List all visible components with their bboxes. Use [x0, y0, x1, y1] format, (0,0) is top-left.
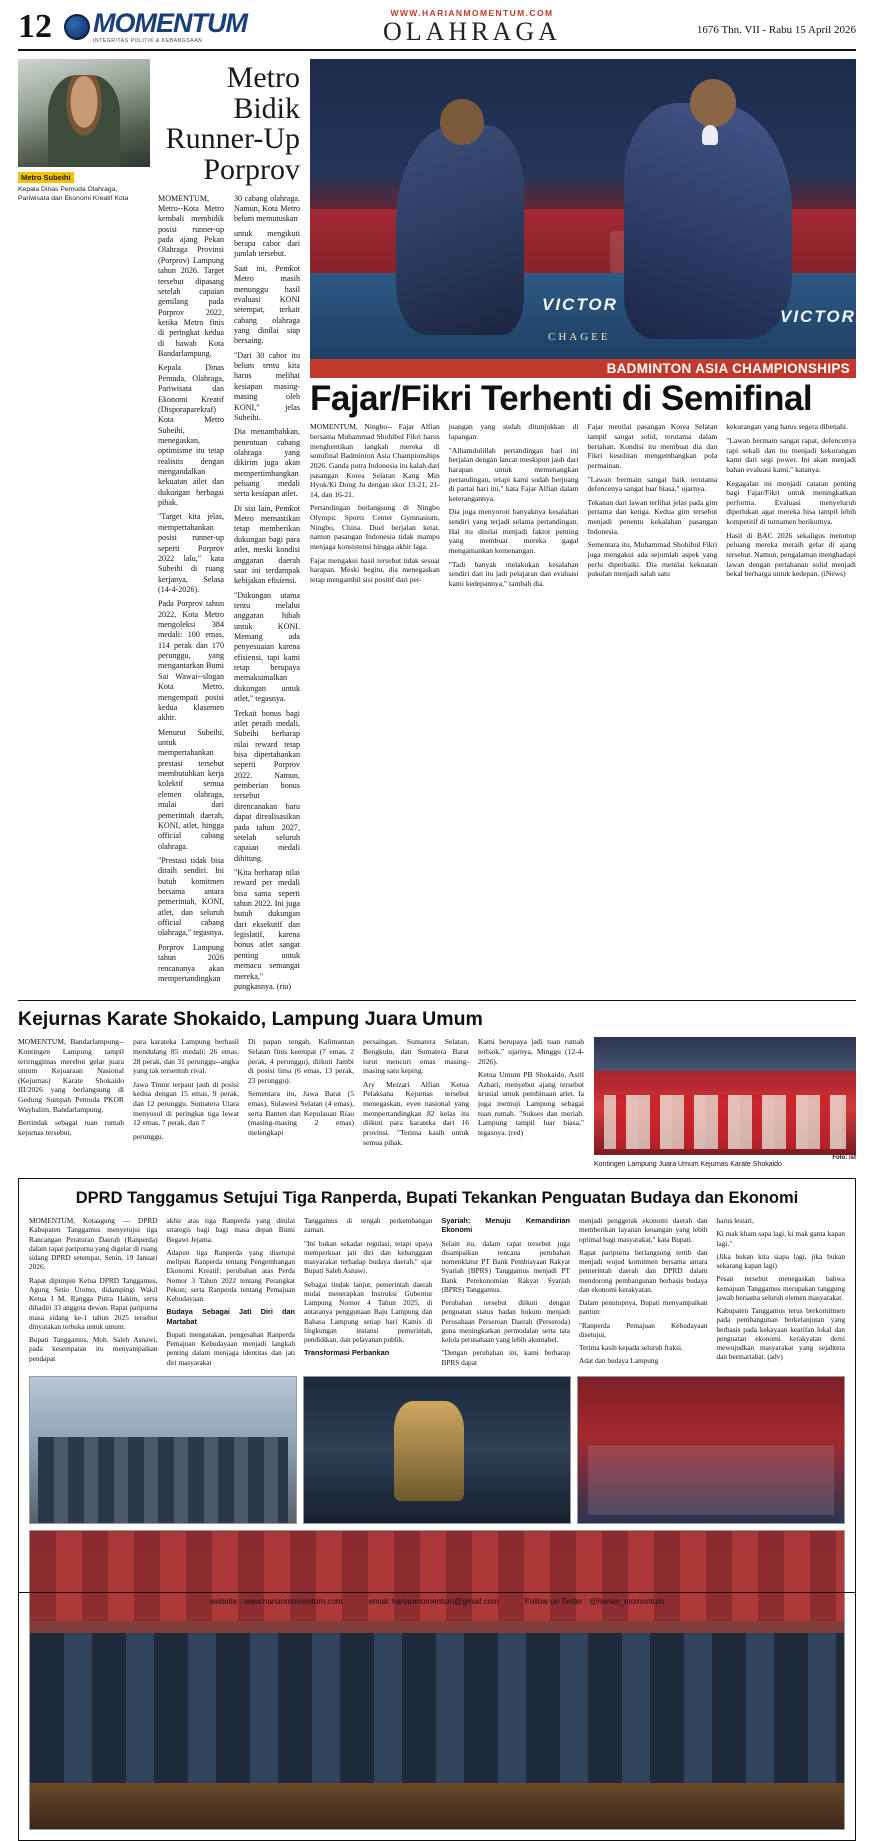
dprd-advertorial	[18, 1178, 856, 1841]
masthead-logo-word: MOMENTUM	[93, 8, 247, 38]
paragraph: Pesan tersebut menegaskan bahwa kemajuan Tanggamus merupakan tanggung jawab bersama seluruh elemen masyarakat.	[716, 1274, 845, 1302]
metro-caption-name: Metro Subeihi	[18, 172, 74, 183]
paragraph: Tekanan dari lawan terlihat jelas pada gim pertama dan ketiga. Kedua gim tersebut menjadi penentu kekalahan pasangan Indonesia.	[587, 497, 718, 536]
paragraph: kekurangan yang harus segera dibenahi.	[726, 422, 848, 432]
paragraph: "Alhamdulillah pertandingan hari ini berjalan dengan lancar meskipun jauh dari harapan untuk memenangkan pertandingan, tetapi kami sudah berjuang di partai hari ini," kata Fajar Alfian dalam keterangannya.	[448, 445, 579, 503]
karate-headline: Kejurnas Karate Shokaido, Lampung Juara Umum	[18, 1008, 483, 1031]
paragraph: Bertindak sebagai tuan rumah kejurnas tersebut,	[18, 1118, 124, 1138]
metro-portrait-photo	[18, 59, 150, 167]
paragraph: Terima kasih kepada seluruh fraksi.	[579, 1343, 683, 1353]
footer-website: website : www.harianmomentum.com	[209, 1597, 343, 1606]
section-divider	[18, 1000, 856, 1001]
paragraph: "Dukungan utama tentu melalui anggaran hibah untuk KONI. Memang ada penyesuaian karena efisiensi, tapi kami tetap berupaya memaksimalkan dukungan untuk atlet," tegasnya.	[234, 590, 300, 704]
karate-photo-credit: Foto: ist	[832, 1155, 856, 1162]
paragraph: MOMENTUM, Metro--Kota Metro kembali membidik posisi runner-up pada ajang Pekan Olahraga Provinsi (Porprov) Lampung tahun 2026. Target tersebut dipasang setelah capaian gemilang pada Porprov 2022, ketika Metro finis di peringkat kedua di bawah Kota Bandarlampung.	[158, 193, 224, 359]
paragraph: Rapat dipimpin Ketua DPRD Tanggamus, Agung Setio Utomo, didampingi Wakil Ketua I M. Rangga Putra Hakim, serta dihadiri 33 anggota dewan. Rapat paripurna masa sidang ke-1 tahun 2025 tersebut dinyatakan terbuka untuk umum.	[29, 1275, 158, 1331]
metro-caption-role: Kepala Dinas Pemuda Olahraga, Pariwisata dan Ekonomi Kreatif Kota	[18, 186, 129, 202]
badminton-kicker: BADMINTON ASIA CHAMPIONSHIPS	[310, 359, 856, 378]
metro-portrait-figure	[18, 59, 150, 203]
top-section	[18, 59, 856, 992]
photo-people-row	[30, 1633, 844, 1783]
subheading: Budaya Sebagai Jati Diri dan Martabat	[166, 1307, 295, 1326]
badminton-headline: Fajar/Fikri Terhenti di Semifinal	[310, 379, 813, 419]
paragraph: perunggu.	[133, 1132, 164, 1142]
paragraph: Kepala Dinas Pemuda, Olahraga, Pariwisata dan Ekonomi Kreatif (Disporaparekraf) Kota Metro Subeihi, menegaskan, optimisme itu tetap realistis dengan mengandalkan kekuatan atlet dan dukungan berbagai pihak.	[158, 363, 224, 508]
paragraph: MOMENTUM, Ningbo-- Fajar Alfian bersama Muhammad Shohibul Fikri harus menghentikan langkah mereka di semifinal Badminton Asia Championships 2026. Ganda putra Indonesia itu kalah dari pasangan Korea Selatan Kang Min Hyuk/Ki Dong Ju dengan skor 13-21, 21-14, dan 16-21.	[310, 422, 440, 499]
paragraph: Kami berupaya jadi tuan rumah terbaik," ujarnya, Minggu (12-4-2026).	[478, 1037, 584, 1066]
paragraph: Selain itu, dalam rapat tersebut juga disampaikan rencana perubahan nomenklatur PT Bank Pembiayaan Rakyat Syariah (BPRS) Tanggamus menjadi PT Bank Perekonomian Rakyat Syariah (BPRS) Tanggamus.	[441, 1238, 570, 1294]
paragraph: Jawa Timur terpaut jauh di posisi kedua dengan 15 emas, 9 perak, dan 12 perunggu. Sumatera Utara menyusul di peringkat tiga lewat 12 emas, 7 perak, dan 7	[133, 1079, 239, 1128]
photo-player-left	[396, 125, 524, 335]
paragraph: "Kita berharap nilai reward per medali bisa sama seperti tahun 2022. Ini juga butuh dukungan dari eksekutif dan legislatif, karena bonus atlet sangat penting untuk memacu semangat mereka," pungkasnya. (rio)	[234, 867, 300, 991]
paragraph: harus lestari,	[716, 1216, 754, 1226]
paragraph: Adapun tiga Ranperda yang disetujui meliputi Ranperda tentang Pengembangan Ekonomi Kreatif; perubahan atas Perda Nomor 3 Tahun 2022 tentang Perangkat Pekon; serta Ranperda tentang Pemajuan Kebudayaan.	[166, 1247, 295, 1304]
masthead-website-url: WWW.HARIANMOMENTUM.COM	[390, 8, 554, 18]
momentum-logo-icon	[64, 14, 90, 40]
paragraph: Menurut Subeihi, untuk mempertahankan prestasi tersebut membutuhkan kerja kolektif semua elemen olahraga, mulai dari pemerintah daerah, KONI, atlet, hingga official cabang olahraga.	[158, 727, 224, 851]
karate-body	[18, 1037, 584, 1170]
paragraph: untuk mengikuti berapa cabor dari jumlah tersebut.	[234, 228, 300, 259]
photo-brand-victor-left: VICTOR	[542, 295, 618, 315]
paragraph: Sementara itu, Jawa Barat (5 emas), Sulawesi Selatan (4 emas), serta Banten dan Kepulauan Riau (masing-masing 2 emas) melengkapi	[248, 1089, 354, 1138]
paragraph: MOMENTUM, Bandarlampung--Kontingen Lampung tampil terirnggimas merebut gelar juara umum Kejuaraan Nasional (Kejurnas) Karate Shokaido III/2026 yang berlangsung di Gedung Sumpah Pemuda PKOR Wayhalim, Bandarlampung.	[18, 1037, 124, 1114]
paragraph: akhir atas tiga Ranperda yang dinilai strategis bagi bagi masa depan Bumi Begawi Jejama.	[166, 1216, 295, 1244]
paragraph: (Jika bukan kita siapa lagi, jika bukan sekarang kapan lagi)	[716, 1251, 845, 1271]
paragraph: MOMENTUM, Kotaagung — DPRD Kabupaten Tanggamus menyetujui tiga Rancangan Peraturan Daerah (Ranperda) dalam rapat paripurna yang digelar di ruang sidang DPRD setempat, Senin, 19 Januari 2026.	[29, 1216, 158, 1272]
metro-body	[158, 194, 300, 993]
metro-story	[18, 59, 310, 992]
shuttlecock-icon	[702, 125, 718, 145]
paragraph: para karateka Lampung berhasil mendulang 85 medali: 26 emas, 28 perak, dan 31 perunggu--angka yang tak tersentuh rival.	[133, 1037, 239, 1076]
masthead	[18, 10, 856, 51]
paragraph: Kabupaten Tanggamus terus berkomitmen pada pembangunan berkelanjutan yang berbasis pada kekayaan kearifan lokal dan penguatan ekonomi kerakyatan demi mewujudkan masyarakat yang sejahtera dan bermartabat. (adv)	[716, 1306, 845, 1362]
dprd-body	[29, 1216, 845, 1368]
paragraph: Sebagai tindak lanjut, pemerintah daerah mulai menerapkan Instruksi Gubernur Lampung Nomor 4 Tahun 2025, di antaranya penggunaan Baju Lampung dan Bahasa Lampung setiap hari Kamis di lingkungan instansi pemerintah, pendidikan, dan pelayanan publik.	[304, 1279, 433, 1345]
dprd-photo-row	[29, 1376, 845, 1524]
karate-figure	[594, 1037, 856, 1170]
masthead-center	[247, 8, 697, 45]
paragraph: Tanggamus di tengah perkembangan zaman.	[304, 1216, 433, 1235]
paragraph: Dalam penutupnya, Bupati menyampaikan pantun:	[579, 1298, 708, 1317]
paragraph: "Ini bukan sekadar regulasi, tetapi upaya memperkuat jati diri dan kebanggaan masyarakat terhadap budaya daerah," ujar Bupati Saleh Asnawi.	[304, 1238, 433, 1276]
paragraph: Hasil di BAC 2026 sekaligus menutup peluang mereka meraih gelar di ajang tersebut. Namun, pengalaman menghadapi lawan dengan pertahanan solid menjadi bekal berharga untuk kedepan. (iNews)	[726, 530, 856, 579]
paragraph: "Dari 30 cabor itu belum tentu kita harus melihat kesiapan masing-masing oleh KONI," jelas Subeihi.	[234, 350, 300, 422]
dprd-headline: DPRD Tanggamus Setujui Tiga Ranperda, Bupati Tekankan Penguatan Budaya dan Ekonomi	[75, 1189, 799, 1208]
badminton-story	[310, 59, 856, 992]
badminton-body	[310, 422, 856, 588]
badminton-photo	[310, 59, 856, 359]
paragraph: Terkait bonus bagi atlet peraih medali, Subeihi berharap nilai reward tetap bisa dipertahankan seperti Porprov 2022. Namun, pemberian bonus tersebut direncanakan baru dapat direalisasikan pada tahun 2027, setelah seluruh capaian medali dihitung.	[234, 708, 300, 863]
dprd-photo-1	[29, 1376, 297, 1524]
masthead-logo-tagline: INTEGRITAS POLITIK & KEBANGSAAN	[93, 38, 203, 44]
masthead-edition: 1676 Thn. VII - Rabu 15 April 2026	[696, 24, 856, 36]
photo-brand-chagee: CHAGEE	[548, 331, 611, 344]
paragraph: persaingan. Sumatera Selatan, Bengkulu, dan Sumatera Barat turut mencuri emas masing-masing satu keping.	[363, 1037, 469, 1076]
paragraph: Ki mak kham sapa lagi, ki mak ganta kapan lagi."	[716, 1229, 845, 1248]
subheading: Transformasi Perbankan	[304, 1348, 390, 1358]
paragraph: "Dengan perubahan ini, kami berharap BPRS dapat	[441, 1348, 570, 1367]
dprd-group-photo	[29, 1530, 845, 1830]
footer-twitter: Follow on Twiter : @harian_momentum	[524, 1597, 665, 1606]
paragraph: Bupati mengatakan, pengesahan Ranperda Pemajuan Kebudayaan menjadi langkah penting dalam menjaga identitas dan jati diri masyarakat	[166, 1329, 295, 1367]
footer-email: email: harianmomentum@gmail.com	[368, 1597, 499, 1606]
paragraph: Di sisi lain, Pemkot Metro memastikan tetap memberikan dukungan bagi para atlet, meski kondisi anggaran daerah saat ini terdampak kebijakan efisiensi.	[234, 503, 300, 586]
dprd-photo-3	[577, 1376, 845, 1524]
page-footer	[18, 1592, 856, 1606]
paragraph: Dia menambahkan, penentuan cabang olahraga yang dikirim juga akan mempertimbangkan peluang medali serta kesiapan atlet.	[234, 427, 300, 499]
masthead-section-title: OLAHRAGA	[383, 17, 561, 46]
photo-backdrop	[30, 1531, 844, 1621]
paragraph: Adat dan budaya Lampung	[579, 1356, 659, 1366]
paragraph: Fajar menilai pasangan Korea Selatan tampil sangat solid, terutama dalam bertahan. Kondisi itu membuat dia dan Fikri kesulitan mengembangkan pola permainan.	[587, 422, 718, 470]
paragraph: Saat ini, Pemkot Metro masih menunggu hasil evaluasi KONI setempat, terkait cabang olahraga yang dinilai siap bersaing.	[234, 263, 300, 346]
paragraph: "Ranperda Pemajuan Kebudayaan disetujui,	[579, 1320, 708, 1339]
photo-floor	[30, 1783, 844, 1829]
metro-headline: Metro Bidik Runner-Up Porprov	[165, 61, 300, 187]
paragraph: Porprov Lampung tahun 2026 rencananya akan mempertandingkan 30 cabang olahraga. Namun, Kota Metro belum memutuskan	[158, 193, 300, 983]
paragraph: Di papan tengah, Kalimantan Selatan finis keempat (7 emas, 2 perak, 4 perunggu), diikuti Jambi di posisi lima (6 emas, 13 perak, 23 perunggu).	[248, 1037, 354, 1085]
paragraph: Perubahan tersebut diikuti dengan penguatan status badan hukum menjadi Perusahaan Perseroan Daerah (Perseroda) guna meningkatkan permodalan serta tata kelola perusahaan yang lebih akuntabel.	[441, 1298, 570, 1345]
paragraph: "Tadi banyak melakukan kesalahan sendiri dan itu jadi pelajaran dan evaluasi kami kedepannya," tambah dia.	[448, 559, 579, 588]
paragraph: Ary Meizari Alfian Ketua Pelaksana Kejurnas tersebut menegaskan, even nasional yang mempertandingkan 82 kelas itu diikuti para karateka dari 16 provinsi. "Terima kasih untuk semua pihak.	[363, 1079, 469, 1147]
dprd-photo-2	[303, 1376, 571, 1524]
paragraph: "Lawan bermain sangat rapat, defencenya rapi sekali dan itu menjadi kekurangan kami dari segi power. Ini akan menjadi bahan evaluasi kami," katanya.	[726, 435, 856, 474]
paragraph: "Prestasi tidak bisa diraih sendiri. Ini butuh komitmen bersama antara pemerintah, KONI, atlet, dan seluruh official cabang olahraga," tegasnya.	[158, 855, 224, 938]
page-number: 12	[18, 8, 52, 45]
paragraph: Bupati Tanggamus, Moh. Saleh Asnawi, pada kesempatan itu menyampaikan pendapat	[29, 1335, 158, 1363]
masthead-logo	[64, 10, 247, 44]
karate-photo-caption: Kontingen Lampung Juara Umum Kejurnas Karate Shokaido	[594, 1161, 782, 1169]
paragraph: Sementara itu, Muhammad Shohibul Fikri juga mengakui ada sejumlah aspek yang perlu diperbaiki. Dia menilai kekuatan pukulan menjadi salah satu	[587, 540, 718, 579]
paragraph: Dia juga menyoroti banyaknya kesalahan sendiri yang terjadi selama pertandingan. Hal itu dinilai menjadi faktor penting yang membuat mereka gagal mengamankan kemenangan.	[448, 507, 579, 555]
paragraph: Fajar mengakui hasil tersebut tidak sesuai harapan. Meski begitu, dia menegaskan tetap mengambil sisi positif dari per-	[310, 555, 440, 584]
paragraph: "Lawan bermain sangat baik terutama defencenya sangat luar biasa," ujarnya.	[587, 474, 718, 494]
karate-story	[18, 1008, 856, 1170]
subheading: Syariah: Menuju Kemandirian Ekonomi	[441, 1216, 570, 1235]
karate-photo	[594, 1037, 856, 1155]
paragraph: Ketua Umum PB Shokaido, Asril Azhari, menyebut ajang tersebut krusial untuk pembinaan atlet. Ia juga memuji Lampung sebagai tuan rumah. "Sukses dan meriah. Lampung tampil luar biasa," tegasnya. (red)	[478, 1070, 584, 1138]
paragraph: "Target kita jelas, mempertahankan posisi runner-up seperti Porprov 2022 lalu," kata Subeihi di ruang kerjanya, Selasa (14-4-2026).	[158, 512, 224, 594]
paragraph: Pada Porprov tahun 2022, Kota Metro mengoleksi 384 medali: 100 emas, 114 perak dan 170 perunggu, yang mengantarkan Bumi Sai Wawai--slogan Kota Metro, mengempati posisi kedua klasemen akhir.	[158, 599, 224, 723]
paragraph: juangan yang sudah ditunjukkan di lapangan.	[448, 422, 579, 441]
paragraph: Kegagalan ini menjadi catatan penting bagi Fajar/Fikri untuk meningkatkan performa. Evaluasi menyeluruh diperlukan agar mereka bisa tampil lebih kompetitif di turnamen berikutnya.	[726, 478, 856, 527]
paragraph: Pertandingan berlangsung di Ningbo Olympic Sports Center Gymnasium, Ningbo, China. Duel berjalan ketat, namun pasangan Indonesia tidak mampu menjaga konsistensi hingga akhir laga.	[310, 503, 440, 551]
paragraph: menjadi penggerak ekonomi daerah dan memberikan layanan keuangan yang lebih optimal bagi masyarakat," kata Bupati.	[579, 1216, 708, 1244]
photo-brand-victor-right: VICTOR	[780, 307, 856, 327]
paragraph: Rapat paripurna berlangsung tertib dan menjadi wujud komitmen bersama antara pemerintah daerah dan DPRD dalam mendorong pembangunan berbasis budaya dan ekonomi kerakyatan.	[579, 1247, 708, 1294]
